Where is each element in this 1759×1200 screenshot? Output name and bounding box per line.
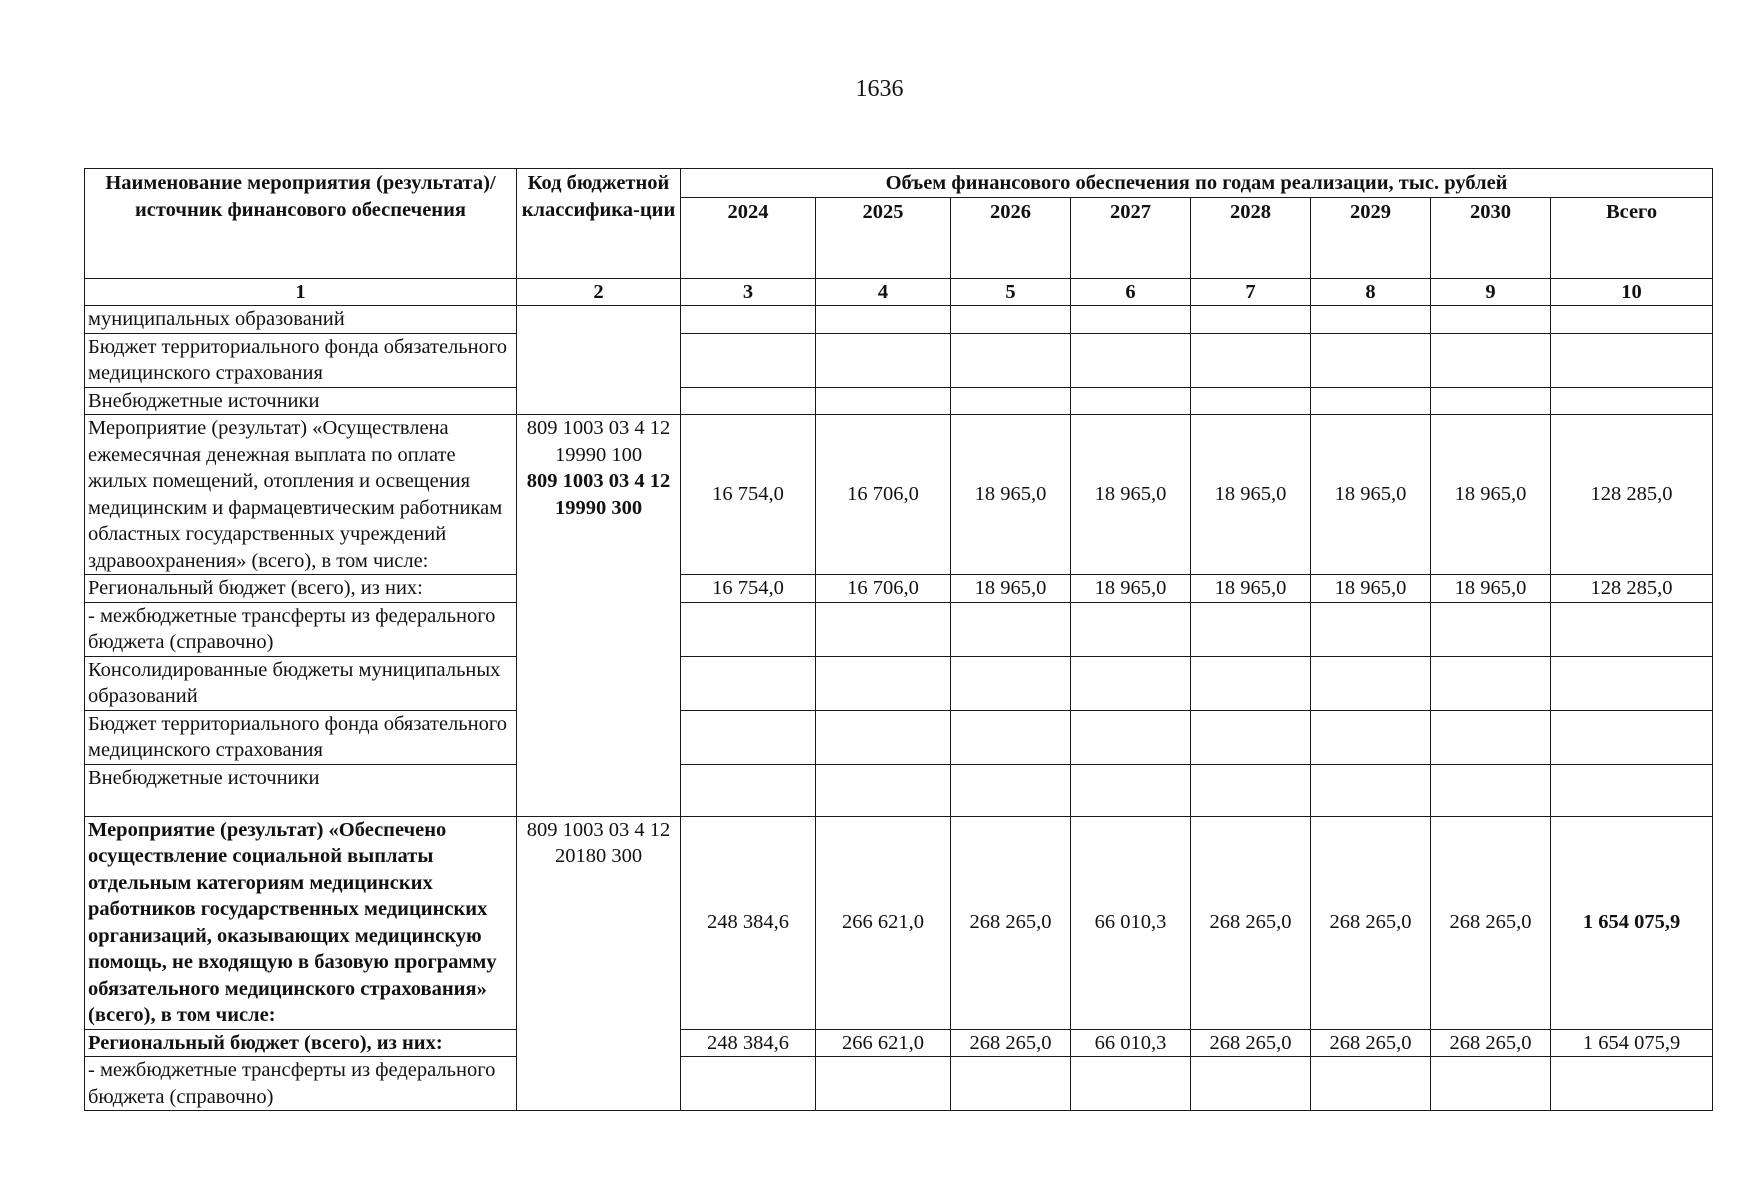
header-code: Код бюджетной классифика-ции (517, 169, 681, 279)
header-row (85, 169, 1713, 198)
measure-row (85, 415, 1713, 575)
year-header: 2026 (951, 197, 1071, 278)
table-row (85, 575, 1713, 603)
value-cell: 248 384,6 (681, 816, 816, 1029)
value-cell: 16 706,0 (816, 575, 951, 603)
row-name: - межбюджетные трансферты из федерального бюджета (справочно) (85, 1057, 517, 1111)
table-row (85, 1029, 1713, 1057)
row-name: Региональный бюджет (всего), из них: (85, 1029, 517, 1057)
row-name: муниципальных образований (85, 306, 517, 334)
row-name: Бюджет территориального фонда обязательного медицинского страхования (85, 710, 517, 764)
column-number: 7 (1191, 278, 1311, 306)
budget-code: 809 1003 03 4 12 20180 300 (517, 816, 681, 1111)
total-cell: 1 654 075,9 (1551, 816, 1713, 1029)
row-name: Региональный бюджет (всего), из них: (85, 575, 517, 603)
value-cell: 18 965,0 (1431, 415, 1551, 575)
value-cell: 16 754,0 (681, 575, 816, 603)
value-cell: 268 265,0 (1191, 816, 1311, 1029)
value-cell: 266 621,0 (816, 816, 951, 1029)
value-cell: 18 965,0 (1311, 575, 1431, 603)
value-cell: 268 265,0 (1311, 816, 1431, 1029)
total-cell: 128 285,0 (1551, 575, 1713, 603)
value-cell: 18 965,0 (951, 575, 1071, 603)
table-row (85, 656, 1713, 710)
row-name: Внебюджетные источники (85, 764, 517, 816)
header-name: Наименование мероприятия (результата)/ источник финансового обеспечения (85, 169, 517, 279)
value-cell: 18 965,0 (1071, 415, 1191, 575)
year-header: 2027 (1071, 197, 1191, 278)
value-cell: 268 265,0 (951, 816, 1071, 1029)
value-cell: 266 621,0 (816, 1029, 951, 1057)
value-cell: 18 965,0 (1191, 575, 1311, 603)
row-name: - межбюджетные трансферты из федерального бюджета (справочно) (85, 602, 517, 656)
column-number: 5 (951, 278, 1071, 306)
measure-row (85, 816, 1713, 1029)
column-number: 3 (681, 278, 816, 306)
table-row (85, 764, 1713, 816)
row-name: Внебюджетные источники (85, 387, 517, 415)
value-cell: 18 965,0 (1191, 415, 1311, 575)
budget-code-secondary: 809 1003 03 4 12 19990 300 (526, 470, 671, 519)
row-name: Консолидированные бюджеты муниципальных образований (85, 656, 517, 710)
value-cell: 18 965,0 (951, 415, 1071, 575)
financing-table (84, 168, 1713, 1111)
header-volume-title: Объем финансового обеспечения по годам реализации, тыс. рублей (681, 169, 1713, 198)
total-cell: 128 285,0 (1551, 415, 1713, 575)
table-row (85, 387, 1713, 415)
value-cell: 268 265,0 (1311, 1029, 1431, 1057)
year-header: 2025 (816, 197, 951, 278)
value-cell: 16 706,0 (816, 415, 951, 575)
value-cell: 268 265,0 (1191, 1029, 1311, 1057)
value-cell: 18 965,0 (1311, 415, 1431, 575)
page-number: 1636 (855, 76, 904, 102)
code-cell (517, 306, 681, 415)
value-cell: 66 010,3 (1071, 1029, 1191, 1057)
measure-name: Мероприятие (результат) «Обеспечено осуществление социальной выплаты отдельным категориям медицинских работников государственных медицинских организаций, оказывающих медицинскую помощь, не входящую в базовую программу обязательного медицинского страхования» (всего), в том числе: (85, 816, 517, 1029)
row-name: Бюджет территориального фонда обязательного медицинского страхования (85, 333, 517, 387)
year-header: 2029 (1311, 197, 1431, 278)
year-header: 2030 (1431, 197, 1551, 278)
total-header: Всего (1551, 197, 1713, 278)
column-number: 10 (1551, 278, 1713, 306)
value-cell: 248 384,6 (681, 1029, 816, 1057)
column-number: 1 (85, 278, 517, 306)
column-number: 6 (1071, 278, 1191, 306)
table-row (85, 710, 1713, 764)
column-number: 8 (1311, 278, 1431, 306)
measure-name: Мероприятие (результат) «Осуществлена ежемесячная денежная выплата по оплате жилых помещений, отопления и освещения медицинским и фармацевтическим работникам областных государственных учреждений здравоохранения» (всего), в том числе: (85, 415, 517, 575)
table-row (85, 333, 1713, 387)
table-row (85, 306, 1713, 334)
value-cell: 66 010,3 (1071, 816, 1191, 1029)
budget-code (517, 415, 681, 817)
column-number: 4 (816, 278, 951, 306)
budget-code-primary: 809 1003 03 4 12 19990 100 (526, 417, 671, 466)
year-header: 2028 (1191, 197, 1311, 278)
value-cell: 268 265,0 (1431, 816, 1551, 1029)
year-header: 2024 (681, 197, 816, 278)
value-cell: 268 265,0 (951, 1029, 1071, 1057)
value-cell: 268 265,0 (1431, 1029, 1551, 1057)
value-cell: 16 754,0 (681, 415, 816, 575)
total-cell: 1 654 075,9 (1551, 1029, 1713, 1057)
table-row (85, 1057, 1713, 1111)
column-number: 9 (1431, 278, 1551, 306)
value-cell: 18 965,0 (1071, 575, 1191, 603)
table-row (85, 602, 1713, 656)
value-cell: 18 965,0 (1431, 575, 1551, 603)
column-number: 2 (517, 278, 681, 306)
column-numbers-row (85, 278, 1713, 306)
